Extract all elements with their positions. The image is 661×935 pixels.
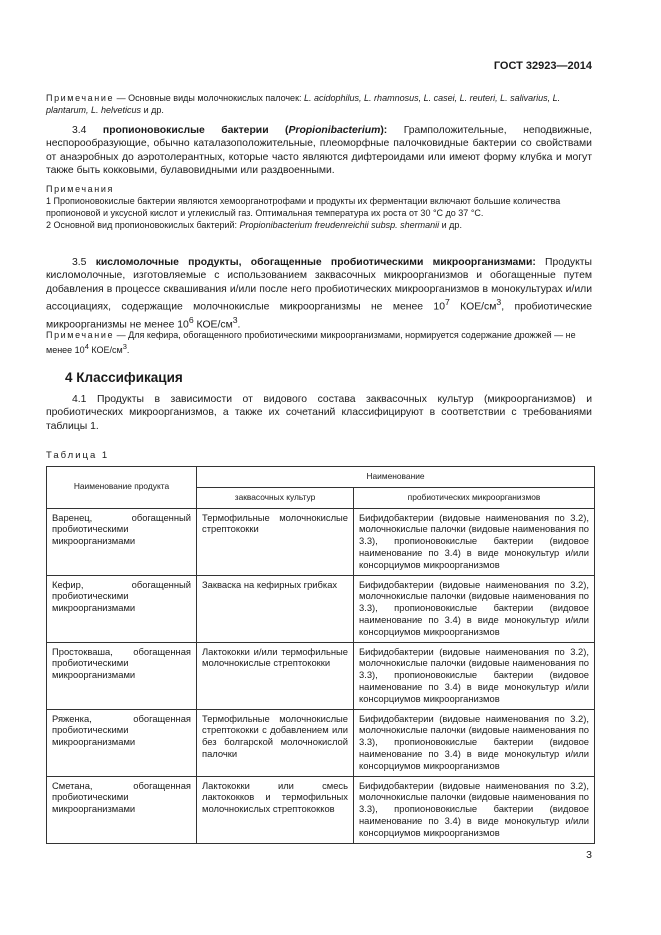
table-row (47, 642, 595, 709)
header-starter: заквасочных культур (197, 487, 354, 508)
section-3-4 (46, 124, 592, 177)
cell-probiotic: Бифидобактерии (видовые наименования по 3.2), молочнокислые палочки (видовые наименования по 3.3), пропионовокислые бактерии (видовое наименование по 3.4) в виде монокультур и/или консорциумов микроорганизмов (354, 575, 595, 642)
table-row (47, 776, 595, 843)
note-kefir-yeast: Примечание — Для кефира, обогащенного пробиотическими микроорганизмами, нормируется содержание дрожжей — не менее $10^4$ КОЕ/$см^3$. (46, 330, 576, 355)
table-caption: Таблица 1 (46, 450, 110, 461)
cell-probiotic: Бифидобактерии (видовые наименования по 3.2), молочнокислые палочки (видовые наименования по 3.3), пропионовокислые бактерии (видовое наименование по 3.4) в виде монокультур и/или консорциумов микроорганизмов (354, 508, 595, 575)
note-item-1: 1 Пропионовокислые бактерии являются хемоорганотрофами и продукты их ферментации включают большие количества пропионовой и уксусной кислот и углекислый газ. Оптимальная температура их роста от 30 °C до 37 °C. (46, 196, 561, 218)
note-species: L. acidophilus, L. rhamnosus, L. casei, L. reuteri, L. salivarius, L. plantarum, L. helveticus (46, 93, 561, 115)
table-row (47, 709, 595, 776)
note-text-end: и др. (141, 105, 164, 115)
cell-product: Сметана, обогащенная пробиотическими микроорганизмами (47, 776, 197, 843)
note-label: Примечание (46, 330, 115, 340)
cell-probiotic: Бифидобактерии (видовые наименования по 3.2), молочнокислые палочки (видовые наименования по 3.3), пропионовокислые бактерии (видовое наименование по 3.4) в виде монокультур и/или консорциумов микроорганизмов (354, 642, 595, 709)
standard-header: ГОСТ 32923—2014 (493, 60, 592, 72)
section-3-5: 3.5 кисломолочные продукты, обогащенные пробиотическими микроорганизмами: Продукты кисломолочные, изготовляемые с использованием заквасочных микроорганизмов и обогащенные путем добавления в процессе сквашивания и/или после него пробиотических микроорганизмов в монокультурах и/или ассоциациях, содержащие молочнокислые микроорганизмы не менее $10^7$ КОЕ/$см^3$, пробиотические микроорганизмы не менее $10^6$ КОЕ/$см^3$. (46, 257, 593, 331)
cell-product: Ряженка, обогащенная пробиотическими микроорганизмами (47, 709, 197, 776)
page-number: 3 (586, 849, 592, 861)
cell-starter: Лактококки или смесь лактококков и термофильных молочнокислых стрептококков (197, 776, 354, 843)
notes-propionibacteria (46, 183, 592, 231)
classification-table (46, 466, 595, 844)
header-product: Наименование продукта (47, 467, 197, 509)
note-item-2: 2 Основной вид пропионовокислых бактерий: Propionibacterium freudenreichii subsp. shermanii и др. (46, 220, 462, 230)
note-label: Примечание (46, 93, 115, 103)
header-name-group: Наименование (197, 467, 595, 488)
table-row (47, 575, 595, 642)
cell-starter: Термофильные молочнокислые стрептококки с добавлением или без болгарской молочнокислой палочки (197, 709, 354, 776)
header-probiotic: пробиотических микроорганизмов (354, 487, 595, 508)
section-3-4-term: пропионовокислые бактерии (Propionibacterium): (102, 125, 388, 136)
cell-product: Варенец, обогащенный пробиотическими микроорганизмами (47, 508, 197, 575)
cell-starter: Термофильные молочнокислые стрептококки (197, 508, 354, 575)
table-header-row (47, 467, 595, 488)
section-3-4-latin: Propionibacterium (288, 125, 381, 136)
cell-probiotic: Бифидобактерии (видовые наименования по 3.2), молочнокислые палочки (видовые наименования по 3.3), пропионовокислые бактерии (видовое наименование по 3.4) в виде монокультур и/или консорциумов микроорганизмов (354, 776, 595, 843)
section-3-4-number: 3.4 (72, 125, 87, 136)
section-3-5-term: кисломолочные продукты, обогащенные пробиотическими микроорганизмами: (95, 257, 536, 268)
cell-starter: Лактококки и/или термофильные молочнокислые стрептококки (197, 642, 354, 709)
note-text: — Основные виды молочнокислых палочек: (114, 93, 305, 103)
cell-starter: Закваска на кефирных грибках (197, 575, 354, 642)
notes-label: Примечания (46, 184, 114, 194)
note-item-2-species: Propionibacterium freudenreichii subsp. shermanii (239, 220, 440, 230)
cell-probiotic: Бифидобактерии (видовые наименования по 3.2), молочнокислые палочки (видовые наименования по 3.3), пропионовокислые бактерии (видовое наименование по 3.4) в виде монокультур и/или консорциумов микроорганизмов (354, 709, 595, 776)
section-3-5-number: 3.5 (72, 257, 87, 268)
table-row (47, 508, 595, 575)
note-lactobacilli (46, 92, 592, 116)
cell-product: Простокваша, обогащенная пробиотическими микроорганизмами (47, 642, 197, 709)
paragraph-4-1: 4.1 Продукты в зависимости от видового состава заквасочных культур (микроорганизмов) и пробиотических микроорганизмов, а также их сочетаний классифицируют в соответствии с требованиями таблицы 1. (46, 394, 592, 432)
section-4-heading: 4 Классификация (65, 370, 183, 385)
cell-product: Кефир, обогащенный пробиотическими микроорганизмами (47, 575, 197, 642)
section-3-4-text: Грамположительные, неподвижные, неспорообразующие, обычно каталазоположительные, плеоморфные палочковидные бактерии со свойствами от анаэробных до аэротолерантных, которые часто являются дифтероидами или имеют форму клубка и могут также быть кокковыми, булавовидными или раздвоенными. (46, 125, 592, 176)
